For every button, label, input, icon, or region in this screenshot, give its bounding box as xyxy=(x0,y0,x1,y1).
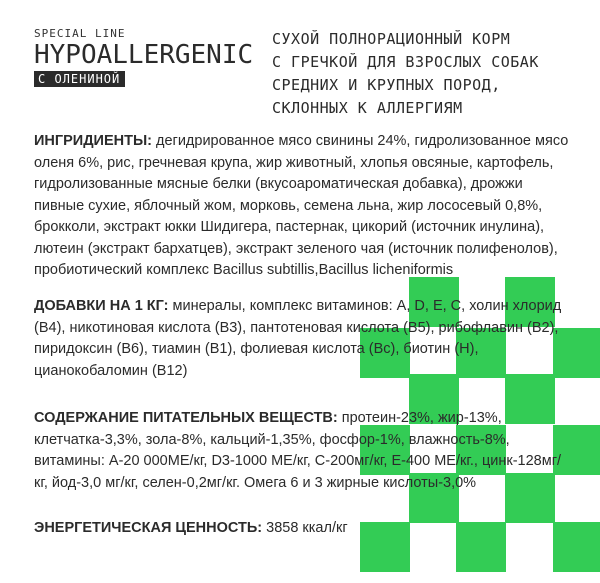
energy-text: 3858 ккал/кг xyxy=(266,520,348,536)
energy-section xyxy=(34,518,574,540)
energy-label: ЭНЕРГЕТИЧЕСКАЯ ЦЕННОСТЬ: xyxy=(34,520,267,536)
nutrients-section xyxy=(34,408,574,494)
additives-section xyxy=(34,296,574,382)
product-description: СУХОЙ ПОЛНОРАЦИОННЫЙ КОРМ С ГРЕЧКОЙ ДЛЯ ВЗРОСЛЫХ СОБАК СРЕДНИХ И КРУПНЫХ ПОРОД, СКЛОННЫХ К АЛЛЕРГИЯМ xyxy=(272,30,539,117)
brand-block xyxy=(34,28,274,88)
flavor-tag: С ОЛЕНИНОЙ xyxy=(34,71,125,87)
additives-text: минералы, комплекс витаминов: A, D, E, C, холин хлорид (B4), никотиновая кислота (B3), пантотеновая кислота (B5), рибофлавин (B2), пиридоксин (B6), тиамин (B1), фолиевая кислота (Bc), биотин (H), цианокобаломин (B12) xyxy=(34,298,562,379)
ingredients-label: ИНГРИДИЕНТЫ: xyxy=(34,133,157,149)
brand-name: HYPOALLERGENIC xyxy=(34,40,254,70)
ingredients-section xyxy=(34,131,574,282)
nutrients-text: протеин-23%, жир-13%, клетчатка-3,3%, зола-8%, кальций-1,35%, фосфор-1%, влажность-8%, витамины: А-20 000МЕ/кг, D3-1000 МЕ/кг, С-200мг/кг, Е-400 МЕ/кг., цинк-128мг/кг, йод-3,0 мг/кг, селен-0,2мг/кг. Омега 6 и 3 жирные кислоты-3,0% xyxy=(34,410,562,491)
brand-line: SPECIAL LINE xyxy=(34,27,126,40)
nutrients-label: СОДЕРЖАНИЕ ПИТАТЕЛЬНЫХ ВЕЩЕСТВ: xyxy=(34,410,342,426)
ingredients-text: дегидрированное мясо свинины 24%, гидролизованное мясо оленя 6%, рис, гречневая крупа, жир животный, хлопья овсяные, картофель, гидролизованные мясные белки (вкусоароматическая добавка), дрожжи пивные сухие, яблочный жом, морковь, семена льна, жир лососевый 0,8%, брокколи, экстракт юкки Шидигера, пастернак, цикорий (источник инулина), лютеин (экстракт бархатцев), экстракт зеленого чая (источник полифенолов), пробиотический комплекс Bacillus subtillis,Bacillus licheniformis xyxy=(34,133,569,278)
additives-label: ДОБАВКИ НА 1 КГ: xyxy=(34,298,173,314)
